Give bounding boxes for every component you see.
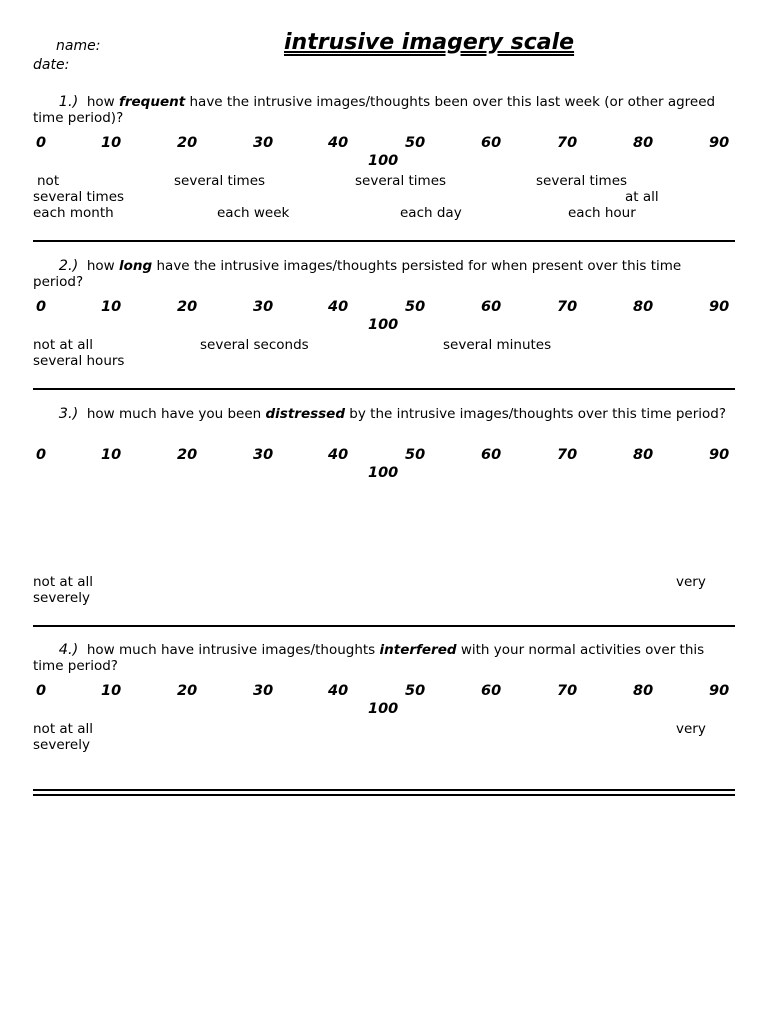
q1-anchor-several-times-day: several times (355, 173, 447, 189)
scale-1-tick-20: 20 (177, 135, 198, 151)
scale-3-tick-20: 20 (177, 447, 198, 463)
scale-3-tick-60: 60 (481, 447, 502, 463)
scale-4-tick-50: 50 (405, 683, 426, 699)
scale-1-tick-40: 40 (328, 135, 349, 151)
q1-anchor-several-times-week: several times (174, 173, 266, 189)
q1-anchor-each-day: each day (400, 205, 462, 221)
scale-2 (36, 299, 732, 315)
q4-anchor-severely: severely (33, 737, 90, 753)
scale-2-tick-0: 0 (36, 299, 47, 315)
question-4-post: with your normal activities over this time period? (33, 642, 705, 674)
q4-anchor-very: very (676, 721, 706, 737)
date-label: date: (33, 57, 70, 73)
scale-2-tick-60: 60 (481, 299, 502, 315)
scale-1-tick-90: 90 (709, 135, 730, 151)
q1-anchor-several-times-hour: several times (536, 173, 628, 189)
q2-anchor-not-at-all: not at all (33, 337, 94, 353)
question-2-post: have the intrusive images/thoughts persisted for when present over this time period? (33, 258, 682, 290)
question-2-pre: how (86, 258, 115, 274)
scale-2-tick-30: 30 (253, 299, 274, 315)
scale-2-tick-90: 90 (709, 299, 730, 315)
scale-1-tick-60: 60 (481, 135, 502, 151)
question-1-number: 1.) (58, 94, 79, 110)
scale-3-tick-70: 70 (557, 447, 578, 463)
scale-3-tick-30: 30 (253, 447, 274, 463)
scale-3-tick-90: 90 (709, 447, 730, 463)
scale-2-max: 100 (368, 317, 399, 333)
q3-anchor-very: very (676, 574, 706, 590)
question-1-keyword: frequent (119, 94, 186, 110)
scale-4 (36, 683, 732, 699)
q1-anchor-each-week: each week (217, 205, 290, 221)
scale-3-tick-10: 10 (101, 447, 122, 463)
scale-1-tick-70: 70 (557, 135, 578, 151)
scale-4-tick-70: 70 (557, 683, 578, 699)
scale-2-tick-50: 50 (405, 299, 426, 315)
question-4-number: 4.) (58, 642, 79, 658)
q4-anchor-not-at-all: not at all (33, 721, 94, 737)
scale-3 (36, 447, 732, 463)
scale-3-tick-80: 80 (633, 447, 654, 463)
q1-anchor-not: not (37, 173, 60, 189)
q2-anchor-several-hours: several hours (33, 353, 125, 369)
scale-4-tick-60: 60 (481, 683, 502, 699)
q1-anchor-at-all: at all (625, 189, 659, 205)
scale-2-tick-20: 20 (177, 299, 198, 315)
q1-anchor-several-times-month: several times (33, 189, 125, 205)
scale-1-tick-0: 0 (36, 135, 47, 151)
scale-1-tick-50: 50 (405, 135, 426, 151)
q2-anchor-several-seconds: several seconds (200, 337, 309, 353)
scale-4-tick-80: 80 (633, 683, 654, 699)
scale-1-tick-10: 10 (101, 135, 122, 151)
scale-4-tick-40: 40 (328, 683, 349, 699)
question-2-number: 2.) (58, 258, 79, 274)
divider-3 (33, 625, 735, 627)
scale-2-tick-80: 80 (633, 299, 654, 315)
scale-3-tick-50: 50 (405, 447, 426, 463)
scale-4-tick-0: 0 (36, 683, 47, 699)
q3-anchor-not-at-all: not at all (33, 574, 94, 590)
divider-2 (33, 388, 735, 390)
q2-anchor-several-minutes: several minutes (443, 337, 552, 353)
q3-anchor-severely: severely (33, 590, 90, 606)
scale-3-max: 100 (368, 465, 399, 481)
scale-4-tick-90: 90 (709, 683, 730, 699)
page-title: intrusive imagery scale (284, 30, 575, 55)
scale-4-tick-30: 30 (253, 683, 274, 699)
question-3-post: by the intrusive images/thoughts over this time period? (349, 406, 726, 422)
question-3-number: 3.) (58, 406, 79, 422)
scale-2-tick-70: 70 (557, 299, 578, 315)
question-1 (33, 94, 735, 126)
scale-4-tick-20: 20 (177, 683, 198, 699)
scale-3-tick-0: 0 (36, 447, 47, 463)
question-4-pre: how much have intrusive images/thoughts (86, 642, 376, 658)
scale-1-tick-80: 80 (633, 135, 654, 151)
scale-1-tick-30: 30 (253, 135, 274, 151)
scale-2-tick-40: 40 (328, 299, 349, 315)
q1-anchor-each-hour: each hour (568, 205, 636, 221)
scale-2-tick-10: 10 (101, 299, 122, 315)
question-3-keyword: distressed (265, 406, 345, 422)
question-3 (33, 406, 735, 422)
scale-1 (36, 135, 732, 151)
name-label: name: (56, 38, 101, 54)
scale-4-tick-10: 10 (101, 683, 122, 699)
question-3-pre: how much have you been (86, 406, 262, 422)
question-4-keyword: interfered (379, 642, 457, 658)
scale-4-max: 100 (368, 701, 399, 717)
divider-1 (33, 240, 735, 242)
scale-3-tick-40: 40 (328, 447, 349, 463)
closing-double-rule (33, 789, 735, 796)
q1-anchor-each-month: each month (33, 205, 114, 221)
question-4 (33, 642, 735, 674)
scale-1-max: 100 (368, 153, 399, 169)
question-1-post: have the intrusive images/thoughts been over this last week (or other agreed time period)? (33, 94, 716, 126)
question-2-keyword: long (119, 258, 153, 274)
question-2 (33, 258, 735, 290)
question-1-pre: how (86, 94, 115, 110)
